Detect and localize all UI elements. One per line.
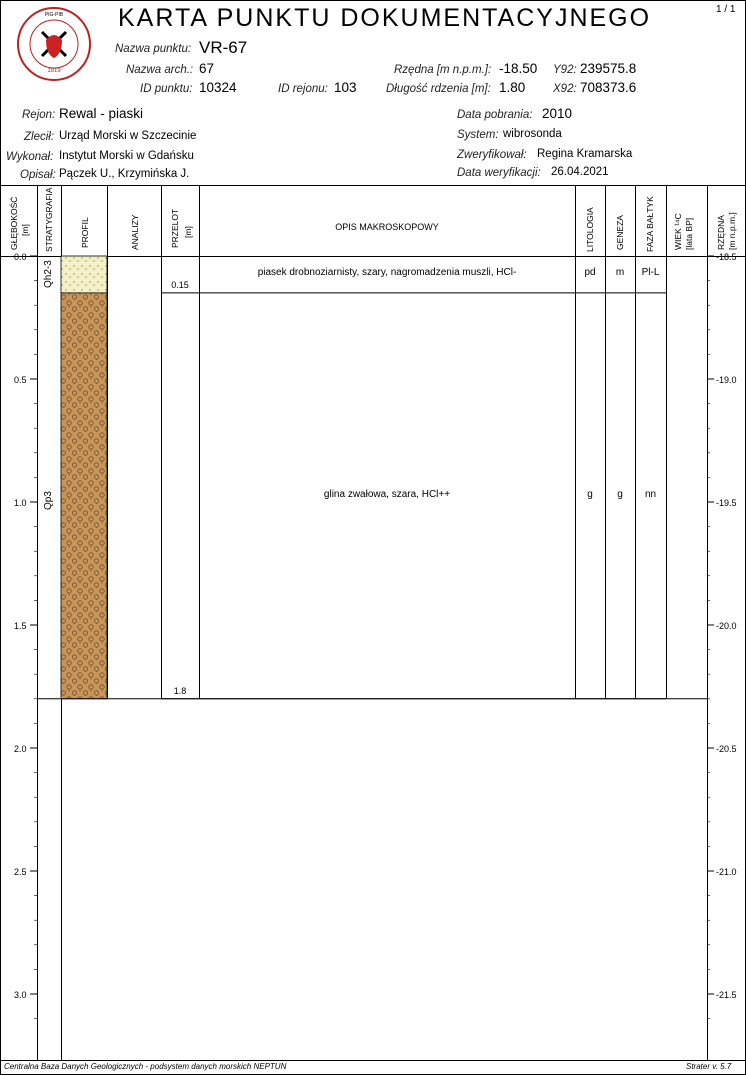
footer-source: Centralna Baza Danych Geologicznych - podsystem danych morskich NEPTUN xyxy=(4,1062,287,1071)
value-x92: 708373.6 xyxy=(580,80,637,95)
stratigraphy-label: Qh2-3 xyxy=(43,260,54,289)
value-nazwa-punktu: VR-67 xyxy=(199,38,248,57)
page-number: 1 / 1 xyxy=(716,4,736,15)
col-header-profil: PROFIL xyxy=(80,217,90,248)
col-header-glebokosc-unit: [m] xyxy=(20,224,30,236)
label-nazwa-arch: Nazwa arch.: xyxy=(126,64,194,76)
depth-label: 2.5 xyxy=(14,867,27,877)
label-rejon: Rejon: xyxy=(22,109,56,121)
value-data-weryfikacji: 26.04.2021 xyxy=(551,166,609,178)
col-header-stratygrafia: STRATYGRAFIA xyxy=(44,187,54,252)
value-id-punktu: 10324 xyxy=(199,80,237,95)
footer-version: Strater v. 5.7 xyxy=(686,1062,732,1071)
label-id-punktu: ID punktu: xyxy=(140,83,193,95)
label-zlecil: Zlecił: xyxy=(24,131,55,143)
col-header-geneza: GENEZA xyxy=(615,215,625,250)
label-dlugosc: Długość rdzenia [m]: xyxy=(386,83,491,95)
lithology-code: g xyxy=(587,488,593,500)
depth-label: 1.0 xyxy=(14,498,27,508)
col-header-przelot: PRZELOT xyxy=(170,208,180,248)
label-x92: X92: xyxy=(553,83,577,95)
elevation-label: -19.5 xyxy=(716,498,737,508)
page-title: KARTA PUNKTU DOKUMENTACYJNEGO xyxy=(118,4,652,32)
value-zweryfikowal: Regina Kramarska xyxy=(537,148,633,160)
label-rzedna: Rzędna [m n.p.m.]: xyxy=(394,64,492,76)
label-id-rejonu: ID rejonu: xyxy=(278,83,328,95)
elevation-label: -18.5 xyxy=(716,252,737,262)
label-data-pobrania: Data pobrania: xyxy=(457,109,533,121)
phase-code: nn xyxy=(644,488,657,500)
col-header-faza: FAZA BAŁTYK xyxy=(645,196,655,252)
value-y92: 239575.8 xyxy=(580,61,637,76)
col-header-wiek-unit: [lata BP] xyxy=(684,217,694,250)
col-header-rzedna: RZĘDNA xyxy=(716,215,726,250)
label-data-weryfikacji: Data weryfikacji: xyxy=(457,167,541,179)
elevation-label: -19.0 xyxy=(716,375,737,385)
value-wykonal: Instytut Morski w Gdańsku xyxy=(59,150,194,162)
genesis-code: g xyxy=(617,488,623,500)
value-nazwa-arch: 67 xyxy=(199,61,215,76)
elevation-label: -20.0 xyxy=(716,621,737,631)
profile-layer-till xyxy=(61,293,107,699)
depth-label: 0.5 xyxy=(14,375,27,385)
col-header-glebokosc: GŁĘBOKOŚĆ xyxy=(9,196,19,250)
depth-label: 1.5 xyxy=(14,621,27,631)
elevation-label: -20.5 xyxy=(716,744,737,754)
elevation-label: -21.5 xyxy=(716,990,737,1000)
label-nazwa-punktu: Nazwa punktu: xyxy=(115,43,192,55)
value-data-pobrania: 2010 xyxy=(542,106,573,121)
col-header-rzedna-unit: [m n.p.m.] xyxy=(727,212,737,250)
value-zlecil: Urząd Morski w Szczecinie xyxy=(59,130,197,142)
value-system: wibrosonda xyxy=(503,128,562,140)
profile-layer-sand xyxy=(61,256,107,293)
label-opisal: Opisał: xyxy=(20,169,56,181)
depth-label: 3.0 xyxy=(14,990,27,1000)
svg-text:1919: 1919 xyxy=(47,68,61,74)
col-header-litologia: LITOLOGIA xyxy=(585,207,595,252)
genesis-code: m xyxy=(615,267,625,279)
label-wykonal: Wykonał: xyxy=(6,151,54,163)
col-header-wiek: WIEK ¹⁴C xyxy=(673,213,683,250)
label-zweryfikowal: Zweryfikował: xyxy=(457,149,527,161)
col-header-przelot-unit: [m] xyxy=(183,226,193,238)
layer-description: glina zwałowa, szara, HCl++ xyxy=(323,488,451,500)
value-id-rejonu: 103 xyxy=(334,80,357,95)
depth-label: 0.0 xyxy=(14,252,27,262)
value-rzedna: -18.50 xyxy=(499,61,538,76)
elevation-label: -21.0 xyxy=(716,867,737,877)
depth-label: 2.0 xyxy=(14,744,27,754)
value-opisal: Pączek U., Krzymińska J. xyxy=(59,168,190,180)
col-header-opis: OPIS MAKROSKOPOWY xyxy=(335,222,439,232)
label-system: System: xyxy=(457,129,499,141)
label-y92: Y92: xyxy=(553,64,577,76)
phase-code: Pl-L xyxy=(641,267,660,279)
stratigraphy-label: Qp3 xyxy=(43,490,54,510)
col-header-analizy: ANALIZY xyxy=(130,214,140,250)
value-rejon: Rewal - piaski xyxy=(59,106,144,121)
value-dlugosc: 1.80 xyxy=(499,80,526,95)
przelot-value: 0.15 xyxy=(171,279,189,290)
layer-description: piasek drobnoziarnisty, szary, nagromadzenia muszli, HCl- xyxy=(257,267,517,279)
svg-text:PIG-PIB: PIG-PIB xyxy=(44,12,64,18)
lithology-code: pd xyxy=(584,267,596,279)
przelot-value: 1.8 xyxy=(173,685,187,696)
